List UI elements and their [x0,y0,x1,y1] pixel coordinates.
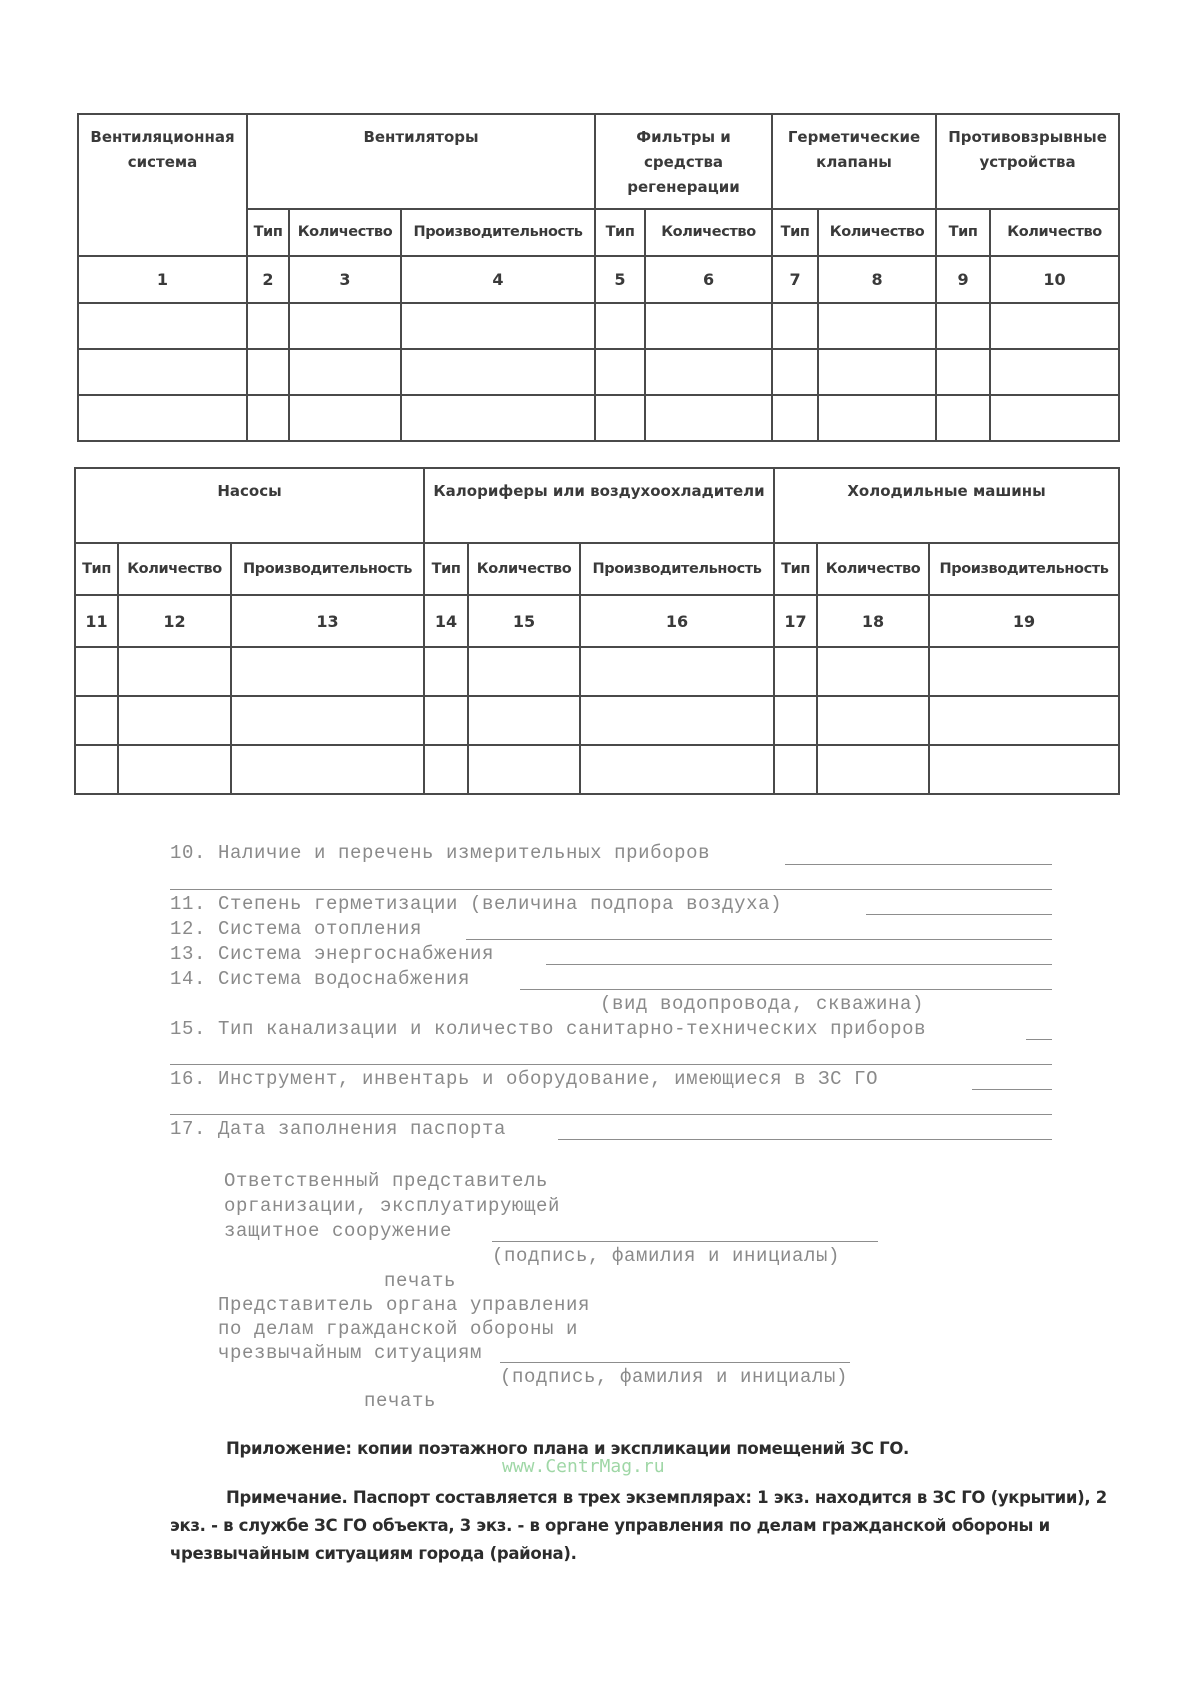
subheader-type: Тип [247,209,289,256]
table-cell[interactable] [990,303,1119,349]
table-cell[interactable] [78,395,247,441]
column-number-row [75,595,1119,647]
table-row [75,745,1119,794]
table-cell[interactable] [289,349,401,395]
header-ventilation-system: Вентиляционная система [78,114,247,256]
signature-hint-2: (подпись, фамилия и инициалы) [500,1366,849,1388]
table-cell[interactable] [772,349,818,395]
subheader-quantity: Количество [468,543,580,595]
table-cell[interactable] [936,349,990,395]
table-cell[interactable] [774,647,817,696]
org-rep-signature-input[interactable] [492,1241,878,1242]
header-fans: Вентиляторы [247,114,595,209]
table-cell[interactable] [580,745,774,794]
column-number: 4 [401,256,595,303]
table-row [75,647,1119,696]
field-10-label: 10. Наличие и перечень измерительных приборов [170,842,711,864]
field-13-label: 13. Система энергоснабжения [170,943,495,965]
subheader-quantity: Количество [118,543,231,595]
subheader-type: Тип [772,209,818,256]
table-cell[interactable] [774,745,817,794]
subheader-quantity: Количество [289,209,401,256]
appendix-text: Приложение: копии поэтажного плана и экспликации помещений ЗС ГО. [226,1439,910,1458]
column-number: 10 [990,256,1119,303]
signature-hint-1: (подпись, фамилия и инициалы) [492,1245,841,1267]
gov-rep-label-3: чрезвычайным ситуациям [218,1342,483,1364]
table-cell[interactable] [595,395,645,441]
field-14-hint: (вид водопровода, скважина) [600,993,925,1015]
gov-rep-label-1: Представитель органа управления [218,1294,591,1316]
table-cell[interactable] [818,303,936,349]
field-15-input[interactable] [1026,1039,1052,1040]
column-number: 11 [75,595,118,647]
subheader-type: Тип [595,209,645,256]
table-cell[interactable] [289,303,401,349]
table-cell[interactable] [468,647,580,696]
table-cell[interactable] [817,647,929,696]
table-cell[interactable] [818,395,936,441]
field-15-input-cont[interactable] [170,1064,1052,1065]
table-cell[interactable] [580,647,774,696]
field-16-input[interactable] [972,1089,1052,1090]
table-cell[interactable] [468,696,580,745]
column-number: 6 [645,256,772,303]
table-cell[interactable] [78,303,247,349]
org-rep-label-1: Ответственный представитель [224,1170,549,1192]
table-cell[interactable] [990,349,1119,395]
table-cell[interactable] [817,696,929,745]
table-cell[interactable] [424,696,468,745]
stamp-label-2: печать [364,1390,437,1412]
table-cell[interactable] [289,395,401,441]
table-cell[interactable] [772,303,818,349]
column-number: 18 [817,595,929,647]
field-12-label: 12. Система отопления [170,918,423,940]
header-chillers: Холодильные машины [774,468,1119,543]
stamp-label-1: печать [384,1270,457,1292]
table-cell[interactable] [645,303,772,349]
table-cell[interactable] [424,745,468,794]
field-17-label: 17. Дата заполнения паспорта [170,1118,507,1140]
table-cell[interactable] [936,395,990,441]
subheader-type: Тип [75,543,118,595]
table-cell[interactable] [75,745,118,794]
subheader-quantity: Количество [645,209,772,256]
subheader-capacity: Производительность [580,543,774,595]
note-line-1: Примечание. Паспорт составляется в трех экземплярах: 1 экз. находится в ЗС ГО (укрытии), 2 [226,1488,1107,1507]
subheader-type: Тип [424,543,468,595]
subheader-quantity: Количество [817,543,929,595]
header-filters: Фильтры и средства регенерации [595,114,772,209]
gov-rep-signature-input[interactable] [500,1362,850,1363]
field-11-input[interactable] [866,914,1052,915]
table-cell[interactable] [118,745,231,794]
column-number: 14 [424,595,468,647]
table-row [78,303,1119,349]
field-16-label: 16. Инструмент, инвентарь и оборудование, имеющиеся в ЗС ГО [170,1068,879,1090]
table-cell[interactable] [774,696,817,745]
table-cell[interactable] [645,349,772,395]
org-rep-label-3: защитное сооружение [224,1220,453,1242]
field-17-date-input[interactable] [558,1139,1052,1140]
column-number-row [78,256,1119,303]
column-number: 9 [936,256,990,303]
column-number: 17 [774,595,817,647]
header-blast-devices: Противовзрывные устройства [936,114,1119,209]
column-number: 16 [580,595,774,647]
table-row [78,349,1119,395]
column-number: 12 [118,595,231,647]
field-10-input-cont[interactable] [170,889,1052,890]
column-number: 19 [929,595,1119,647]
header-heaters-coolers: Калориферы или воздухоохладители [424,468,774,543]
field-16-input-cont[interactable] [170,1114,1052,1115]
subheader-quantity: Количество [818,209,936,256]
field-11-label: 11. Степень герметизации (величина подпора воздуха) [170,893,783,915]
table-cell[interactable] [936,303,990,349]
column-number: 13 [231,595,424,647]
field-14-input[interactable] [520,989,1052,990]
table-cell[interactable] [231,647,424,696]
subheader-type: Тип [774,543,817,595]
gov-rep-label-2: по делам гражданской обороны и [218,1318,579,1340]
table-cell[interactable] [424,647,468,696]
field-14-label: 14. Система водоснабжения [170,968,471,990]
table-cell[interactable] [118,696,231,745]
column-number: 2 [247,256,289,303]
note-line-2: экз. - в службе ЗС ГО объекта, 3 экз. - в органе управления по делам гражданской обороны и [170,1516,1050,1535]
field-15-label: 15. Тип канализации и количество санитарно-технических приборов [170,1018,927,1040]
column-number: 5 [595,256,645,303]
table-cell[interactable] [78,349,247,395]
table-cell[interactable] [818,349,936,395]
table-cell[interactable] [75,647,118,696]
subheader-type: Тип [936,209,990,256]
table-cell[interactable] [247,395,289,441]
table-cell[interactable] [231,745,424,794]
table-cell[interactable] [247,349,289,395]
note-line-3: чрезвычайным ситуациям города (района). [170,1544,577,1563]
column-number: 15 [468,595,580,647]
watermark: www.CentrMag.ru [502,1456,665,1477]
column-number: 8 [818,256,936,303]
column-number: 3 [289,256,401,303]
subheader-capacity: Производительность [231,543,424,595]
table-cell[interactable] [817,745,929,794]
table-cell[interactable] [929,647,1119,696]
field-10-input[interactable] [785,864,1052,865]
table-cell[interactable] [401,303,595,349]
pumps-heaters-chillers-table [74,467,1120,795]
org-rep-label-2: организации, эксплуатирующей [224,1195,561,1217]
field-13-input[interactable] [546,964,1052,965]
table-cell[interactable] [118,647,231,696]
table-cell[interactable] [401,395,595,441]
table-cell[interactable] [231,696,424,745]
table-cell[interactable] [401,349,595,395]
table-cell[interactable] [580,696,774,745]
table-cell[interactable] [645,395,772,441]
subheader-quantity: Количество [990,209,1119,256]
subheader-capacity: Производительность [401,209,595,256]
table-cell[interactable] [75,696,118,745]
table-cell[interactable] [772,395,818,441]
subheader-capacity: Производительность [929,543,1119,595]
header-pumps: Насосы [75,468,424,543]
table-cell[interactable] [468,745,580,794]
table-cell[interactable] [595,349,645,395]
table-cell[interactable] [929,745,1119,794]
column-number: 7 [772,256,818,303]
column-number: 1 [78,256,247,303]
header-hermetic-valves: Герметические клапаны [772,114,936,209]
table-cell[interactable] [247,303,289,349]
table-row [78,395,1119,441]
table-cell[interactable] [990,395,1119,441]
table-cell[interactable] [595,303,645,349]
field-12-input[interactable] [466,939,1052,940]
ventilation-equipment-table [77,113,1120,442]
table-row [75,696,1119,745]
table-cell[interactable] [929,696,1119,745]
